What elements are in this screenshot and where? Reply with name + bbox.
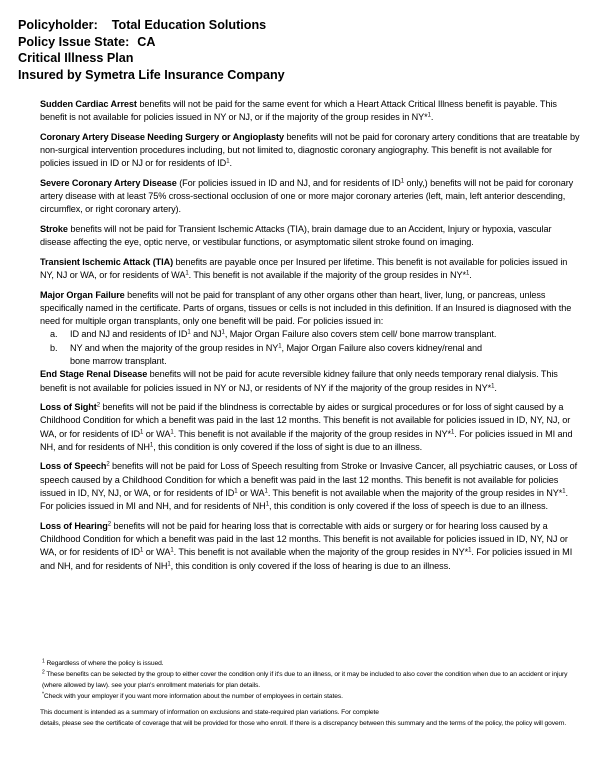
issue-state-line: [18, 34, 285, 51]
issue-state-value: CA: [137, 34, 156, 49]
footnotes: [42, 658, 582, 702]
section-title: End Stage Renal Disease: [40, 369, 148, 380]
section-loss-of-hearing: Loss of Hearing$^2$ benefits will not be paid for hearing loss that is correctable with aids or surgery or for hearing loss caused by a Childhood Condition for which a benefit was paid in the last 12 months. This benefit is not available for policies issued in ID, NY, NJ or WA, or for residents of $ID^1$ or $WA^1$. This benefit is not available when the majority of the group resides in NY*$^1$. For policies issued in MI and NH, and for residents of $NH^1$, this condition is only covered if the loss of hearing is due to an illness.: [40, 520, 573, 571]
document-header: [18, 17, 285, 83]
footnote-2: $^2$ These benefits can be selected by the group to either cover the condition only if it's due to an illness, or it may be included to also cover the condition when due to an accident or injury (where allowed by law). see your plan's enrollment materials for plan details.: [42, 669, 568, 689]
section-title: Major Organ Failure: [40, 289, 125, 300]
section-title: Loss of Sight: [40, 402, 97, 413]
section-title: Sudden Cardiac Arrest: [40, 99, 137, 109]
disclaimer-line-1: This document is intended as a summary of information on exclusions and state-required plan variations. For complete: [40, 709, 379, 716]
footnote-asterisk: *Check with your employer if you want more information about the number of employees in certain states.: [42, 691, 343, 700]
section-title: Coronary Artery Disease Needing Surgery or Angioplasty: [40, 131, 284, 142]
issue-state-label: Policy Issue State:: [18, 34, 130, 49]
section-title: Loss of Hearing: [40, 520, 108, 531]
disclaimer: [40, 707, 580, 730]
plan-name: Critical Illness Plan: [18, 51, 134, 66]
list-item: a. ID and NJ and residents of $ID^1$ and $NJ^1$, Major Organ Failure also covers stem cell/ bone marrow transplant.: [50, 329, 497, 340]
section-title: Severe Coronary Artery Disease: [40, 177, 177, 188]
section-coronary-artery-surgery: Coronary Artery Disease Needing Surgery or Angioplasty benefits will not be paid for coronary artery conditions that are treatable by non-surgical intervention procedures including, but not limited to, diagnostic coronary angiography. This benefit is not available for policies issued in ID or NJ or for residents of $ID^1$.: [40, 131, 580, 169]
major-organ-failure-list: [40, 328, 580, 368]
section-title: Stroke: [40, 223, 68, 234]
section-title: Transient Ischemic Attack (TIA): [40, 256, 174, 267]
footnote-1: $^1$ Regardless of where the policy is issued.: [42, 658, 164, 667]
section-sudden-cardiac-arrest: Sudden Cardiac Arrest benefits will not be paid for the same event for which a Heart Attack Critical Illness benefit is payable. This benefit is not available for policies issued in NY or NJ, or if the majority of the group resides in NY*$^1$.: [40, 99, 557, 123]
section-tia: Transient Ischemic Attack (TIA) benefits are payable once per Insured per lifetime. This benefit is not available for policies issued in NY, NJ or WA, or for residents of $WA^1$. This benefit is not available if the majority of the group resides in NY*$^1$.: [40, 256, 568, 281]
policyholder-label: Policyholder:: [18, 18, 98, 32]
section-title: Loss of Speech: [40, 461, 107, 472]
section-major-organ-failure: Major Organ Failure benefits will not be paid for transplant of any other organs other than heart, liver, lung, or pancreas, unless specifically named in the certificate. Parts of organs, tissues or cells is not included in this definition. If an Insured is diagnosed with the need for multiple organ transplants, only one benefit will be paid. For policies issued in:: [40, 289, 572, 327]
section-stroke: Stroke benefits will not be paid for Transient Ischemic Attacks (TIA), brain damage due to an Accident, Injury or hypoxia, vascular disease affecting the eye, optic nerve, or vestibular functions, or asymptomatic silent stroke found on imaging.: [40, 223, 552, 248]
policyholder-value: Total Education Solutions: [111, 18, 267, 32]
section-loss-of-speech: Loss of Speech$^2$ benefits will not be paid for Loss of Speech resulting from Stroke or Invasive Cancer, all psychiatric causes, or Loss of speech caused by a Childhood Condition for which a benefit was paid in the last 12 months. This benefit is not available for policies issued in ID, NY, NJ, or WA, or for residents of $ID^1$ or $WA^1$. This benefit is not available when the majority of the group resides in NY*$^1$. For policies issued in MI and NH, and for residents of $NH^1$, this condition is only covered if the loss of speech is due to an illness.: [40, 461, 578, 512]
list-item: b. NY and when the majority of the group resides in $NY^1$, Major Organ Failure also covers kidney/renal and bone marrow transplant.: [50, 342, 482, 366]
section-loss-of-sight: Loss of Sight$^2$ benefits will not be paid if the blindness is correctable by aides or surgical procedures or for loss of sight caused by a Childhood Condition for which a benefit was paid in the last 12 months. This benefit is not available for policies issued in ID, NY, NJ, or WA, or for residents of $ID^1$ or $WA^1$. This benefit is not available if the majority of the group resides in NY*$^1$. For policies issued in MI and NH, and for residents of $NH^1$, this condition is only covered if the loss of sight is due to an illness.: [40, 402, 573, 452]
insurer-line: Insured by Symetra Life Insurance Company: [18, 67, 285, 82]
section-severe-coronary: Severe Coronary Artery Disease (For policies issued in ID and NJ, and for residents of $ID^1$ only,) benefits will not be paid for coronary artery disease with at least 75% cross-sectional occlusion of one or more major coronary arteries (left, main, left anterior descending, circumflex, or right coronary artery).: [40, 177, 574, 215]
section-end-stage-renal: End Stage Renal Disease benefits will not be paid for acute reversible kidney failure that only needs temporary renal dialysis. This benefit is not available for policies issued in NY or NJ, or residents of NY if the majority of the group resides in NY*$^1$.: [40, 369, 558, 393]
policyholder-line: [18, 17, 285, 34]
exclusions-body: [40, 98, 580, 579]
disclaimer-line-2: details, please see the certificate of coverage that will be provided for those who enroll. If there is a discrepancy between this summary and the terms of the policy, the policy will govern.: [40, 720, 567, 728]
